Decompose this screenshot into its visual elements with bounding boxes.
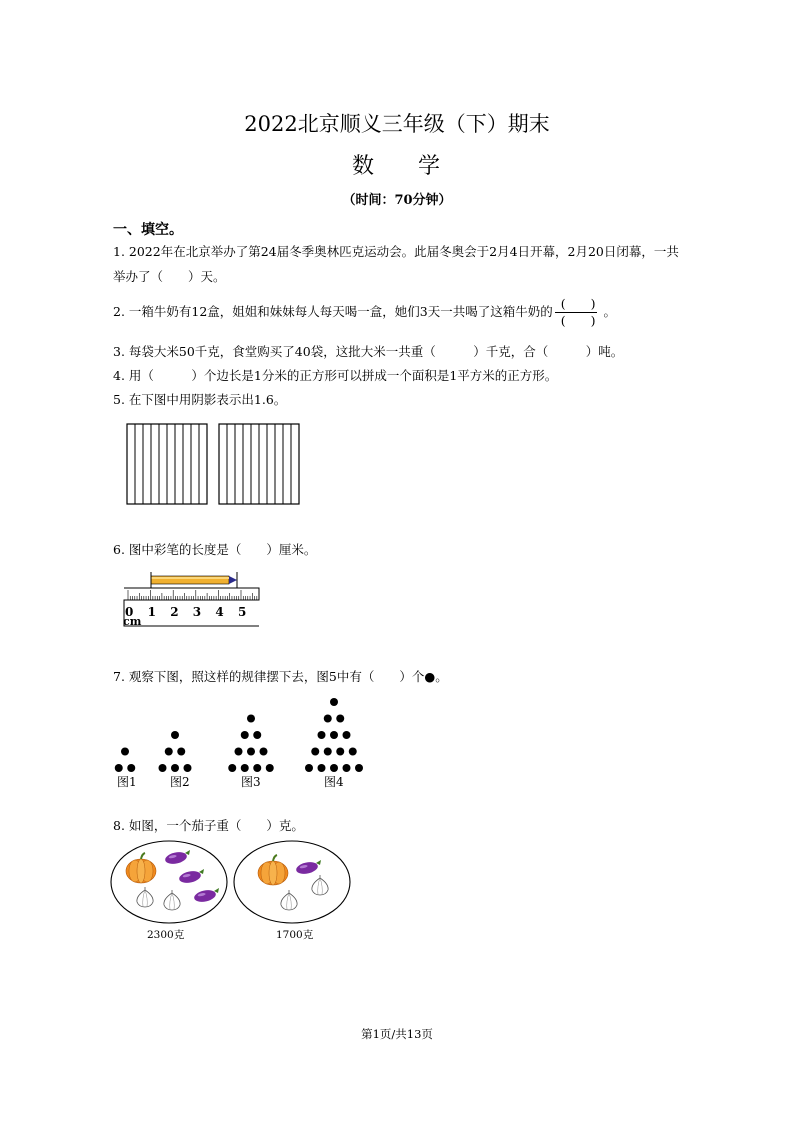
dot	[235, 748, 243, 756]
question-8: 8. 如图，一个茄子重（ ）克。	[113, 818, 304, 833]
dot	[336, 748, 344, 756]
question-1-line-2: 举办了（ ）天。	[113, 269, 226, 284]
question-2	[113, 296, 616, 329]
dot	[349, 748, 357, 756]
eggplant-icon	[164, 850, 190, 866]
dot	[336, 715, 344, 723]
decimal-grid-right[interactable]	[219, 424, 299, 504]
dot	[305, 764, 313, 772]
dot	[253, 731, 261, 739]
dot	[165, 748, 173, 756]
dot-figures	[115, 698, 363, 772]
subject-char-b: 学	[418, 154, 443, 179]
question-2-text: 2. 一箱牛奶有12盒，姐姐和妹妹每人每天喝一盒，她们3天一共喝了这箱牛奶的	[113, 304, 553, 319]
right-scale-plate	[234, 841, 350, 923]
ruler-tick-label: 1	[147, 605, 156, 619]
dot	[171, 764, 179, 772]
vegetable-scale-figure	[108, 838, 358, 944]
page-title: 2022北京顺义三年级（下）期末	[244, 112, 550, 136]
pencil-highlight	[151, 577, 229, 579]
dot	[318, 731, 326, 739]
dot	[177, 748, 185, 756]
figure-label-3: 图3	[241, 775, 261, 789]
dot	[324, 715, 332, 723]
eggplant-icon	[193, 888, 219, 904]
eggplant-icon	[295, 860, 321, 876]
ruler-tick-label: 4	[215, 605, 224, 619]
dot	[324, 748, 332, 756]
pencil-tip	[229, 576, 237, 584]
decimal-grid-figure	[125, 422, 305, 508]
dot	[159, 764, 167, 772]
dot	[343, 764, 351, 772]
fraction-denominator: ( )	[560, 313, 596, 328]
dot	[171, 731, 179, 739]
dot	[330, 731, 338, 739]
fraction-numerator: ( )	[560, 296, 596, 311]
garlic-icon	[164, 890, 180, 910]
question-3: 3. 每袋大米50千克，食堂购买了40袋，这批大米一共重（ ）千克，合（ ）吨。	[113, 344, 624, 359]
ruler-tick-label: 2	[170, 605, 179, 619]
figure-label-1: 图1	[117, 775, 137, 789]
dot	[355, 764, 363, 772]
pumpkin-icon	[126, 853, 156, 883]
dot	[127, 764, 135, 772]
section-title: 一、填空。	[113, 222, 183, 238]
question-4: 4. 用（ ）个边长是1分米的正方形可以拼成一个面积是1平方米的正方形。	[113, 368, 558, 383]
dot	[121, 748, 129, 756]
dot	[228, 764, 236, 772]
garlic-icon	[281, 890, 297, 910]
subject-char-a: 数	[351, 154, 376, 179]
ruler-labels	[125, 605, 246, 619]
dot	[241, 764, 249, 772]
ruler-unit: cm	[123, 615, 142, 628]
exam-time: （时间：70分钟）	[342, 193, 452, 208]
dot	[247, 715, 255, 723]
eggplant-icon	[178, 869, 204, 885]
dot	[318, 764, 326, 772]
ruler-tick-label: 3	[192, 605, 202, 619]
dot	[343, 731, 351, 739]
dot	[266, 764, 274, 772]
figure-label-4: 图4	[324, 775, 344, 789]
garlic-icon	[312, 875, 328, 895]
garlic-icon	[137, 887, 153, 907]
ruler-figure	[118, 570, 268, 632]
question-7: 7. 观察下图，照这样的规律摆下去，图5中有（ ）个●。	[113, 669, 448, 684]
dot	[330, 764, 338, 772]
dot	[260, 748, 268, 756]
figure-label-2: 图2	[170, 775, 190, 789]
question-2-end: 。	[603, 304, 617, 319]
left-scale-plate	[111, 841, 227, 923]
question-6: 6. 图中彩笔的长度是（ ）厘米。	[113, 542, 317, 557]
page-footer: 第1页/共13页	[361, 1027, 433, 1041]
ruler-tick-label: 5	[238, 605, 247, 619]
subject-title	[0, 149, 794, 180]
question-1-line-1: 1. 2022年在北京举办了第24届冬季奥林匹克运动会。此届冬奥会于2月4日开幕，2月20日闭幕，一共	[113, 244, 679, 259]
fraction-blank[interactable]	[555, 296, 602, 329]
dot	[311, 748, 319, 756]
question-5: 5. 在下图中用阴影表示出1.6。	[113, 392, 287, 407]
left-weight-label: 2300克	[147, 929, 185, 941]
dot-pattern-figure	[108, 688, 378, 792]
dot	[241, 731, 249, 739]
ruler-ticks	[128, 590, 257, 600]
dot	[253, 764, 261, 772]
dot	[330, 698, 338, 706]
ruler-tick-label: 0	[125, 605, 134, 619]
decimal-grid-left[interactable]	[127, 424, 207, 504]
dot	[184, 764, 192, 772]
dot	[247, 748, 255, 756]
dot	[115, 764, 123, 772]
right-weight-label: 1700克	[276, 929, 314, 941]
pumpkin-icon	[258, 855, 288, 885]
